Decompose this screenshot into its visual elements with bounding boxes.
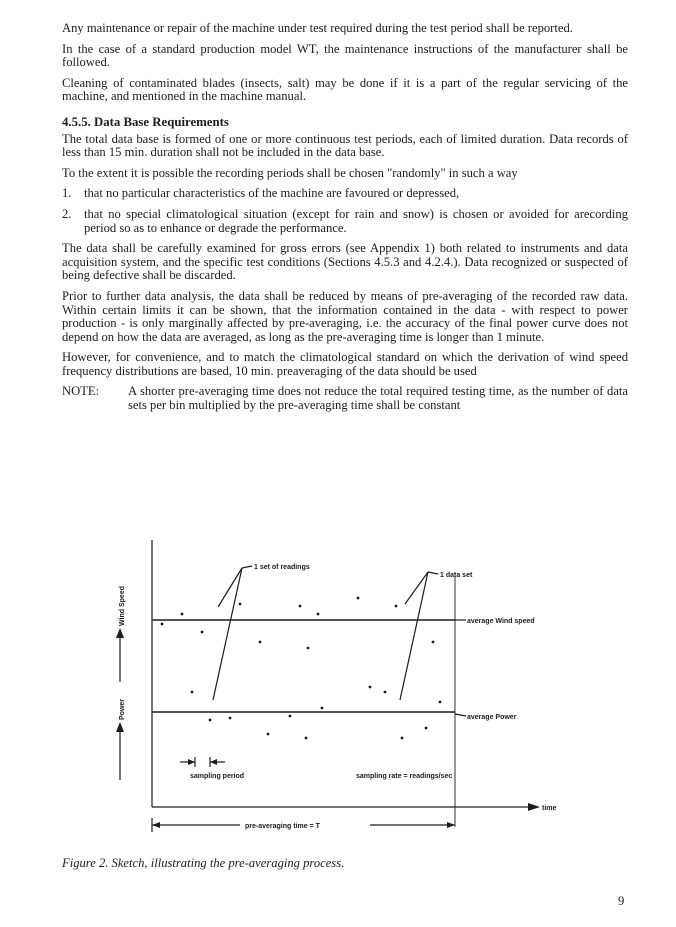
pre-averaging-sketch <box>100 532 580 842</box>
note-block <box>62 385 628 412</box>
list-number: 1. <box>62 186 72 201</box>
reading-dot <box>209 719 212 722</box>
sampling-arrow-head <box>188 759 195 765</box>
sampling-arrow-head <box>210 759 217 765</box>
leader-line <box>242 566 252 568</box>
bracket-arrow-head <box>447 822 455 828</box>
reading-dot <box>239 603 242 606</box>
body-text <box>62 22 628 413</box>
list-item <box>62 208 628 235</box>
reading-dot <box>384 691 387 694</box>
reading-dot <box>267 733 270 736</box>
reading-dot <box>161 623 164 626</box>
label-time: time <box>542 805 557 812</box>
label-wind-speed-axis: Wind Speed <box>119 586 126 626</box>
label-average-power: average Power <box>467 714 517 721</box>
leader-line <box>455 714 466 716</box>
list-text: that no particular characteristics of the machine are favoured or depressed, <box>84 186 460 201</box>
reading-dot <box>321 707 324 710</box>
label-data-set: 1 data set <box>440 572 473 579</box>
figure-caption: Figure 2. Sketch, illustrating the pre-averaging process. <box>62 856 345 870</box>
reading-set-line <box>218 568 242 607</box>
reading-dot <box>259 641 262 644</box>
leader-line <box>428 572 438 574</box>
reading-dot <box>395 605 398 608</box>
reading-dot <box>229 717 232 720</box>
wind-arrow-head <box>116 628 124 638</box>
label-preaveraging-time: pre-averaging time = T <box>245 823 320 830</box>
reading-dot <box>307 647 310 650</box>
power-arrow-head <box>116 722 124 732</box>
paragraph-gross-errors: The data shall be carefully examined for gross errors (see Appendix 1) both related to instruments and data acquisition system, and the specific test conditions (Sections 4.5.3 and 4.2.4.). Data recognized or suspected of being defective shall be discarded. <box>62 241 628 283</box>
reading-dot <box>357 597 360 600</box>
paragraph-cleaning: Cleaning of contaminated blades (insects, salt) may be done if it is a part of the regular servicing of the machine, and mentioned in the machine manual. <box>62 75 628 104</box>
label-power-axis: Power <box>119 698 126 720</box>
reading-dot <box>425 727 428 730</box>
paragraph-standard-model: In the case of a standard production model WT, the maintenance instructions of the manufacturer shall be followed. <box>62 41 628 70</box>
reading-dot <box>317 613 320 616</box>
reading-dot <box>432 641 435 644</box>
paragraph-pre-averaging: Prior to further data analysis, the data shall be reduced by means of pre-averaging of the recorded raw data. Within certain limits it can be shown, that the information contained in the data - with respect to power production - is only marginally affected by pre-averaging, i.e. the accuracy of the final power curve does not depend on how the data are averaged, as long as the pre-averaging time is longer than 1 minute. <box>62 288 628 344</box>
reading-dot <box>201 631 204 634</box>
reading-dot <box>401 737 404 740</box>
label-average-wind-speed: average Wind speed <box>467 618 535 625</box>
list-item <box>62 187 628 201</box>
paragraph-convenience: However, for convenience, and to match the climatological standard on which the derivation of wind speed frequency distributions are based, 10 min. preaveraging of the data should be used <box>62 350 628 378</box>
note-text: A shorter pre-averaging time does not reduce the total required testing time, as the number of data sets per bin multiplied by the pre-averaging time shall be constant <box>128 384 628 413</box>
note-label: NOTE: <box>62 384 100 399</box>
reading-set-line <box>213 568 242 700</box>
label-sampling-period: sampling period <box>190 773 245 780</box>
reading-dot <box>299 605 302 608</box>
reading-dot <box>289 715 292 718</box>
label-set-of-readings: 1 set of readings <box>254 564 310 571</box>
page-number: 9 <box>618 894 625 908</box>
label-sampling-rate: sampling rate = readings/sec <box>356 773 453 780</box>
paragraph-random: To the extent it is possible the recording periods shall be chosen "randomly" in such a way <box>62 165 518 180</box>
sketch-svg <box>100 532 580 842</box>
section-heading: 4.5.5. Data Base Requirements <box>62 114 229 129</box>
time-arrow-head <box>528 803 540 811</box>
paragraph-data-base: The total data base is formed of one or more continuous test periods, each of limited duration. Data records of less than 15 min. duration shall not be included in the data base. <box>62 131 628 160</box>
bracket-arrow-head <box>152 822 160 828</box>
reading-dot <box>439 701 442 704</box>
paragraph-maintenance: Any maintenance or repair of the machine under test required during the test period shall be reported. <box>62 21 573 35</box>
list-number: 2. <box>62 206 72 221</box>
list-text: that no special climatological situation (except for rain and snow) is chosen or avoided for arecording period so as to enhance or degrade the performance. <box>84 206 628 235</box>
reading-dot <box>191 691 194 694</box>
reading-dot <box>181 613 184 616</box>
reading-dot <box>305 737 308 740</box>
reading-dot <box>369 686 372 689</box>
